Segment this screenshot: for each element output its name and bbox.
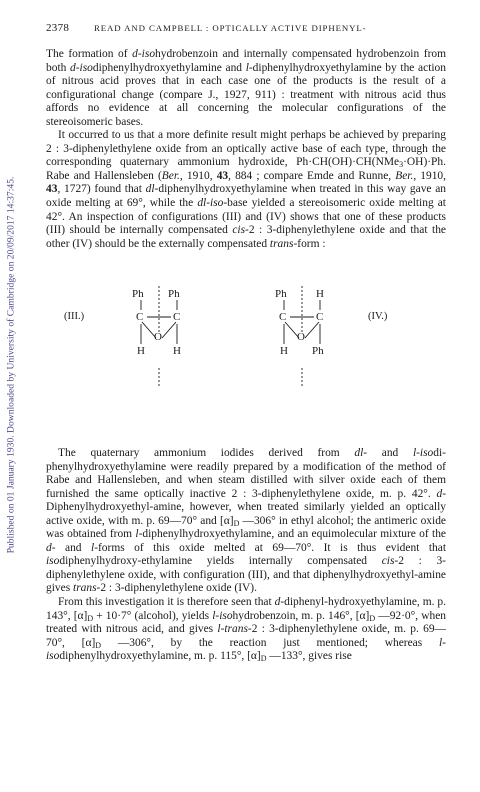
subscript: D	[95, 640, 102, 650]
text-run: dl	[354, 447, 364, 459]
text-run: diphenylhydroxy-ethylamine yields internally compensated	[59, 555, 382, 568]
subscript: D	[369, 613, 376, 623]
paragraph-3	[46, 447, 446, 596]
atom-h: H	[280, 345, 288, 357]
text-run: -forms of this oxide melted at 69—70°. It is thus evident that	[94, 541, 446, 554]
text-run: -diphenylhydroxyethylamine by the action of nitrous acid proves that in each case one of the products is the result of a configurational change (compare J., 1927, 911) : treatment with nitrous acid thus affords no evidence at all concerning the molecular configurations of the stereoisomeric bases.	[46, 61, 446, 128]
text-run: - and	[51, 541, 91, 554]
bond-c-o-iv-right	[305, 322, 319, 338]
text-run: -diphenylhydroxyethylamine, and an equimolecular mixture of the	[138, 528, 447, 541]
text-run: d	[436, 487, 443, 500]
text-run: l	[135, 528, 139, 541]
text-run: cis	[381, 555, 395, 568]
text-run: -Diphenylhydroxyethyl-amine, however, when treated similarly yielded an optically active oxide, with m. p. 69—70° and [α]	[46, 487, 446, 527]
text-run: -2 : 3-diphenylethylene oxide, m. p. 69—70°, [α]	[46, 623, 446, 649]
text-run: dl	[145, 183, 155, 196]
text-run: The quaternary ammonium iodides derived from	[58, 447, 355, 459]
atom-c: C	[279, 311, 287, 323]
subscript: D	[233, 518, 240, 528]
paragraph-1	[46, 48, 446, 129]
text-run: trans	[73, 582, 97, 595]
text-run: l-iso	[212, 609, 233, 622]
text-run: —306° in ethyl alcohol; the antimeric oxide was obtained from	[46, 514, 446, 541]
text-run: l	[91, 541, 95, 554]
text-run: d-iso	[132, 48, 156, 60]
atom-c: C	[136, 311, 144, 323]
text-run: iso	[46, 555, 60, 568]
download-watermark-text: Published on 01 January 1930. Downloaded by University of Cambridge on 20/09/2017 14:37:45.	[5, 176, 17, 554]
text-run: , 1910,	[179, 169, 217, 182]
formula-label-iv: (IV.)	[368, 311, 388, 322]
text-run: hydrobenzoin and internally compensated hydrobenzoin from both	[46, 48, 446, 74]
formula-label-iii: (III.)	[64, 311, 85, 322]
text-run: d-iso	[70, 61, 93, 74]
body-text-upper	[46, 48, 446, 251]
text-run: cis	[232, 224, 246, 237]
paragraph-4	[46, 596, 446, 664]
text-run: diphenylhydroxyethylamine and	[92, 61, 246, 74]
page-number: 2378	[46, 22, 70, 34]
text-run: It occurred to us that a more definite result might perhaps be achieved by preparing 2 : 3-diphenylethylene oxide from an optically active base of each type, through the corresponding quaternary ammonium hydroxide, Ph·CH(OH)·CH(NMe	[46, 129, 446, 169]
text-run: -base yielded a stereoisomeric oxide melting at 42°. An inspection of configurations (III) and (IV) shows that one of these products (III) should be internally compensated	[46, 197, 446, 237]
download-watermark	[4, 60, 18, 670]
text-run: —306°, by the reaction just mentioned; whereas	[101, 636, 439, 649]
text-run: trans	[269, 237, 294, 250]
subscript: D	[87, 613, 94, 623]
text-run: Ber.	[395, 169, 414, 182]
text-run: , 884 ; compare Emde and Runne,	[228, 169, 396, 182]
text-run: -diphenylhydroxyethylamine when treated in this way gave an oxide melting at 69°, while the	[46, 183, 446, 210]
text-run: ·OH)·Ph. Rabe and Hallensleben (	[46, 156, 446, 182]
structural-formulae	[46, 272, 446, 442]
formula-bonds	[46, 272, 446, 442]
atom-o: O	[154, 331, 162, 343]
volume-number: 43	[216, 169, 229, 182]
text-run: -form :	[293, 237, 326, 250]
running-title: READ AND CAMPBELL : OPTICALLY ACTIVE DIPHENYL-	[94, 23, 367, 33]
text-run: -2 : 3-diphenylethylene oxide (IV).	[96, 582, 257, 595]
atom-ph: Ph	[275, 288, 287, 300]
text-run: hydrobenzoin, m. p. 146°, [α]	[232, 609, 370, 622]
text-run: , 1910,	[413, 169, 447, 182]
text-run: dl-iso	[197, 197, 224, 210]
text-run: d	[46, 541, 52, 554]
text-run: Ber.	[161, 169, 180, 182]
text-run: —92·0°, when treated with nitrous acid, and gives	[46, 609, 446, 636]
atom-ph: Ph	[132, 288, 144, 300]
atom-h: H	[316, 288, 324, 300]
body-text-lower	[46, 447, 446, 664]
subscript: 3	[399, 160, 404, 170]
page-header	[46, 22, 446, 38]
text-run: , 1727) found that	[57, 183, 146, 196]
text-run: d	[274, 596, 281, 609]
subscript: D	[260, 654, 267, 664]
text-run: -2 : 3-diphenylethylene oxide and that the other (IV) should be the externally compensated	[46, 224, 446, 250]
text-run: - and	[363, 447, 413, 459]
atom-c: C	[173, 311, 181, 323]
text-run: -diphenyl-hydroxyethylamine, m. p. 143°, [α]	[46, 596, 446, 622]
text-run: —133°, gives rise	[266, 650, 352, 663]
atom-c: C	[316, 311, 324, 323]
text-run: l	[245, 61, 249, 74]
text-run: l-iso	[412, 447, 434, 459]
text-run: + 10·7° (alcohol), yields	[93, 609, 213, 622]
text-run: From this investigation it is therefore seen that	[58, 596, 275, 609]
paragraph-2	[46, 129, 446, 251]
bond-c-o-iii-right	[162, 322, 176, 338]
text-run: l-iso	[46, 636, 446, 663]
atom-h: H	[173, 345, 181, 357]
atom-ph: Ph	[168, 288, 180, 300]
atom-o: O	[297, 331, 305, 343]
text-run: diphenylhydroxyethylamine, m. p. 115°, [α]	[59, 650, 261, 663]
text-run: di-phenylhydroxyethylamine were readily prepared by a modification of the method of Rabe and Hallensleben, and when steam distilled with silver oxide each of them furnished the same optically inactive 2 : 3-diphenylethylene oxide, m. p. 42°.	[46, 447, 446, 500]
text-run: l-trans	[217, 623, 248, 636]
atom-h: H	[137, 345, 145, 357]
text-run: The formation of	[46, 48, 133, 60]
volume-number: 43	[46, 183, 58, 196]
text-run: -2 : 3-diphenylethylene oxide, with configuration (III), and that diphenylhydroxyethyl-amine gives	[46, 555, 446, 595]
atom-ph: Ph	[312, 345, 324, 357]
